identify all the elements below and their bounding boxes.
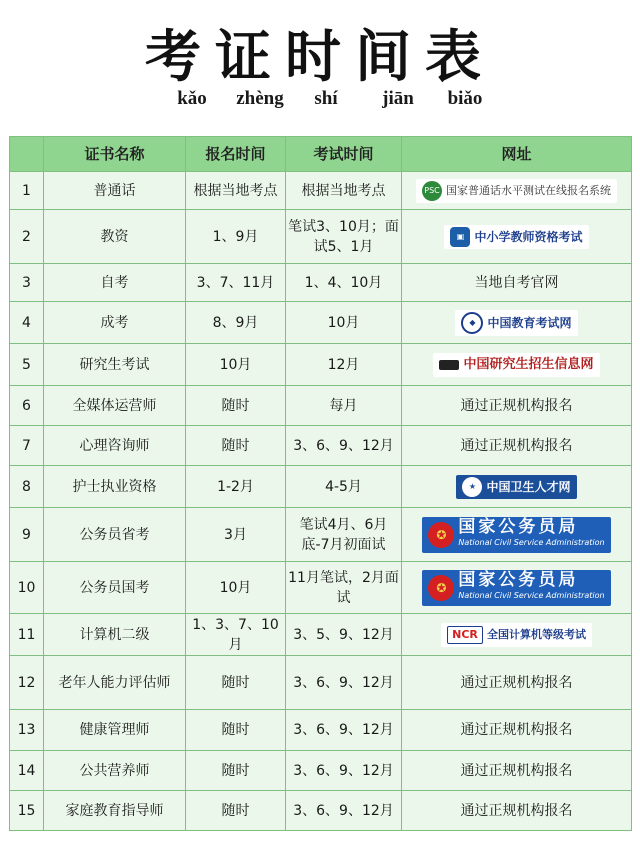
- exam-time: 3、6、9、12月: [286, 426, 402, 466]
- website-cell: [402, 614, 632, 656]
- row-index: 13: [10, 710, 44, 751]
- exam-time: 笔试4月、6月底-7月初面试: [286, 508, 402, 562]
- row-index: 5: [10, 344, 44, 386]
- page-title: 考证时间表: [145, 24, 495, 90]
- row-index: 14: [10, 751, 44, 791]
- star-emblem-icon: ★: [462, 477, 482, 497]
- table-row: [10, 751, 632, 791]
- row-index: 3: [10, 264, 44, 302]
- website-text: 通过正规机构报名: [402, 710, 632, 751]
- pinyin-row: [0, 88, 640, 116]
- cert-name: 教资: [44, 210, 186, 264]
- row-index: 7: [10, 426, 44, 466]
- header-website: 网址: [402, 137, 632, 172]
- website-text: 通过正规机构报名: [402, 751, 632, 791]
- website-cell: [402, 172, 632, 210]
- reg-time: 8、9月: [186, 302, 286, 344]
- table-row: [10, 386, 632, 426]
- website-text: 当地自考官网: [402, 264, 632, 302]
- exam-time: 11月笔试，2月面试: [286, 562, 402, 614]
- website-label: 国家公务员局: [458, 516, 579, 537]
- reg-time: 随时: [186, 791, 286, 831]
- exam-time: 3、6、9、12月: [286, 710, 402, 751]
- pinyin-1: kǎo: [177, 88, 207, 109]
- reg-time: 10月: [186, 344, 286, 386]
- website-cell: [402, 210, 632, 264]
- website-label: 中国研究生招生信息网: [463, 356, 594, 372]
- row-index: 2: [10, 210, 44, 264]
- row-index: 4: [10, 302, 44, 344]
- cert-name: 成考: [44, 302, 186, 344]
- cert-name: 健康管理师: [44, 710, 186, 751]
- table-row: [10, 508, 632, 562]
- row-index: 9: [10, 508, 44, 562]
- website-label: 国家公务员局: [458, 569, 579, 590]
- reg-time: 随时: [186, 751, 286, 791]
- cert-name: 公务员国考: [44, 562, 186, 614]
- national-emblem-icon: ✪: [428, 522, 454, 548]
- psc-emblem-icon: PSC: [422, 181, 442, 201]
- website-label-en: National Civil Service Administration: [458, 590, 605, 600]
- header-cert-name: 证书名称: [44, 137, 186, 172]
- website-cell: [402, 562, 632, 614]
- website-label: 国家普通话水平测试在线报名系统: [446, 183, 611, 197]
- cert-name: 家庭教育指导师: [44, 791, 186, 831]
- table-row: [10, 210, 632, 264]
- pinyin-4: jiān: [382, 88, 414, 109]
- graduation-cap-icon: [439, 360, 459, 370]
- exam-time: 1、4、10月: [286, 264, 402, 302]
- row-index: 10: [10, 562, 44, 614]
- reg-time: 10月: [186, 562, 286, 614]
- table-row: [10, 466, 632, 508]
- table-header-row: [10, 137, 632, 172]
- exam-time: 10月: [286, 302, 402, 344]
- table-row: [10, 791, 632, 831]
- reg-time: 3月: [186, 508, 286, 562]
- health-talent-logo[interactable]: [456, 475, 576, 499]
- cert-name: 护士执业资格: [44, 466, 186, 508]
- website-label: 中国卫生人才网: [486, 479, 571, 494]
- website-cell: [402, 344, 632, 386]
- exam-time: 每月: [286, 386, 402, 426]
- cert-name: 公务员省考: [44, 508, 186, 562]
- cert-name: 研究生考试: [44, 344, 186, 386]
- teacher-cert-logo[interactable]: [444, 225, 588, 249]
- website-text: 通过正规机构报名: [402, 791, 632, 831]
- exam-time: 3、6、9、12月: [286, 656, 402, 710]
- row-index: 1: [10, 172, 44, 210]
- website-label: 中国教育考试网: [487, 315, 572, 330]
- cert-schedule-table: [9, 136, 632, 831]
- reg-time: 3、7、11月: [186, 264, 286, 302]
- exam-time: 3、5、9、12月: [286, 614, 402, 656]
- website-text: 通过正规机构报名: [402, 426, 632, 466]
- row-index: 6: [10, 386, 44, 426]
- national-emblem-icon: ✪: [428, 575, 454, 601]
- pinyin-3: shí: [314, 88, 338, 109]
- table-row: [10, 614, 632, 656]
- table-row: [10, 344, 632, 386]
- website-cell: [402, 302, 632, 344]
- pinyin-5: biǎo: [447, 88, 483, 109]
- reg-time: 1、3、7、10月: [186, 614, 286, 656]
- website-label: 全国计算机等级考试: [487, 627, 586, 641]
- civil-service-logo[interactable]: [422, 570, 610, 606]
- seal-icon: ◆: [461, 312, 483, 334]
- header-exam-time: 考试时间: [286, 137, 402, 172]
- civil-service-logo[interactable]: [422, 517, 610, 553]
- website-label: 中小学教师资格考试: [474, 229, 583, 244]
- exam-time: 3、6、9、12月: [286, 791, 402, 831]
- website-cell: [402, 508, 632, 562]
- cert-name: 计算机二级: [44, 614, 186, 656]
- table-row: [10, 172, 632, 210]
- cert-name: 全媒体运营师: [44, 386, 186, 426]
- reg-time: 1、9月: [186, 210, 286, 264]
- reg-time: 根据当地考点: [186, 172, 286, 210]
- ncre-logo[interactable]: [441, 623, 592, 647]
- table-row: [10, 710, 632, 751]
- reg-time: 随时: [186, 656, 286, 710]
- cert-name: 公共营养师: [44, 751, 186, 791]
- chsi-logo[interactable]: [433, 353, 599, 377]
- ncre-mark-icon: NCR: [447, 626, 483, 644]
- reg-time: 随时: [186, 426, 286, 466]
- website-label-en: National Civil Service Administration: [458, 537, 605, 547]
- header-index: [10, 137, 44, 172]
- cert-name: 老年人能力评估师: [44, 656, 186, 710]
- exam-time: 12月: [286, 344, 402, 386]
- reg-time: 1-2月: [186, 466, 286, 508]
- exam-time: 笔试3、10月；面试5、1月: [286, 210, 402, 264]
- table-row: [10, 656, 632, 710]
- cert-name: 心理咨询师: [44, 426, 186, 466]
- neea-logo[interactable]: [455, 310, 577, 336]
- cert-name: 自考: [44, 264, 186, 302]
- row-index: 12: [10, 656, 44, 710]
- exam-time: 根据当地考点: [286, 172, 402, 210]
- reg-time: 随时: [186, 386, 286, 426]
- psc-logo[interactable]: [416, 179, 617, 203]
- website-text: 通过正规机构报名: [402, 656, 632, 710]
- row-index: 11: [10, 614, 44, 656]
- exam-time: 3、6、9、12月: [286, 751, 402, 791]
- website-cell: [402, 466, 632, 508]
- table-row: [10, 562, 632, 614]
- exam-time: 4-5月: [286, 466, 402, 508]
- row-index: 8: [10, 466, 44, 508]
- table-row: [10, 264, 632, 302]
- table-row: [10, 302, 632, 344]
- reg-time: 随时: [186, 710, 286, 751]
- website-text: 通过正规机构报名: [402, 386, 632, 426]
- header-reg-time: 报名时间: [186, 137, 286, 172]
- book-icon: ▣: [450, 227, 470, 247]
- table-row: [10, 426, 632, 466]
- row-index: 15: [10, 791, 44, 831]
- cert-name: 普通话: [44, 172, 186, 210]
- pinyin-2: zhèng: [236, 88, 284, 109]
